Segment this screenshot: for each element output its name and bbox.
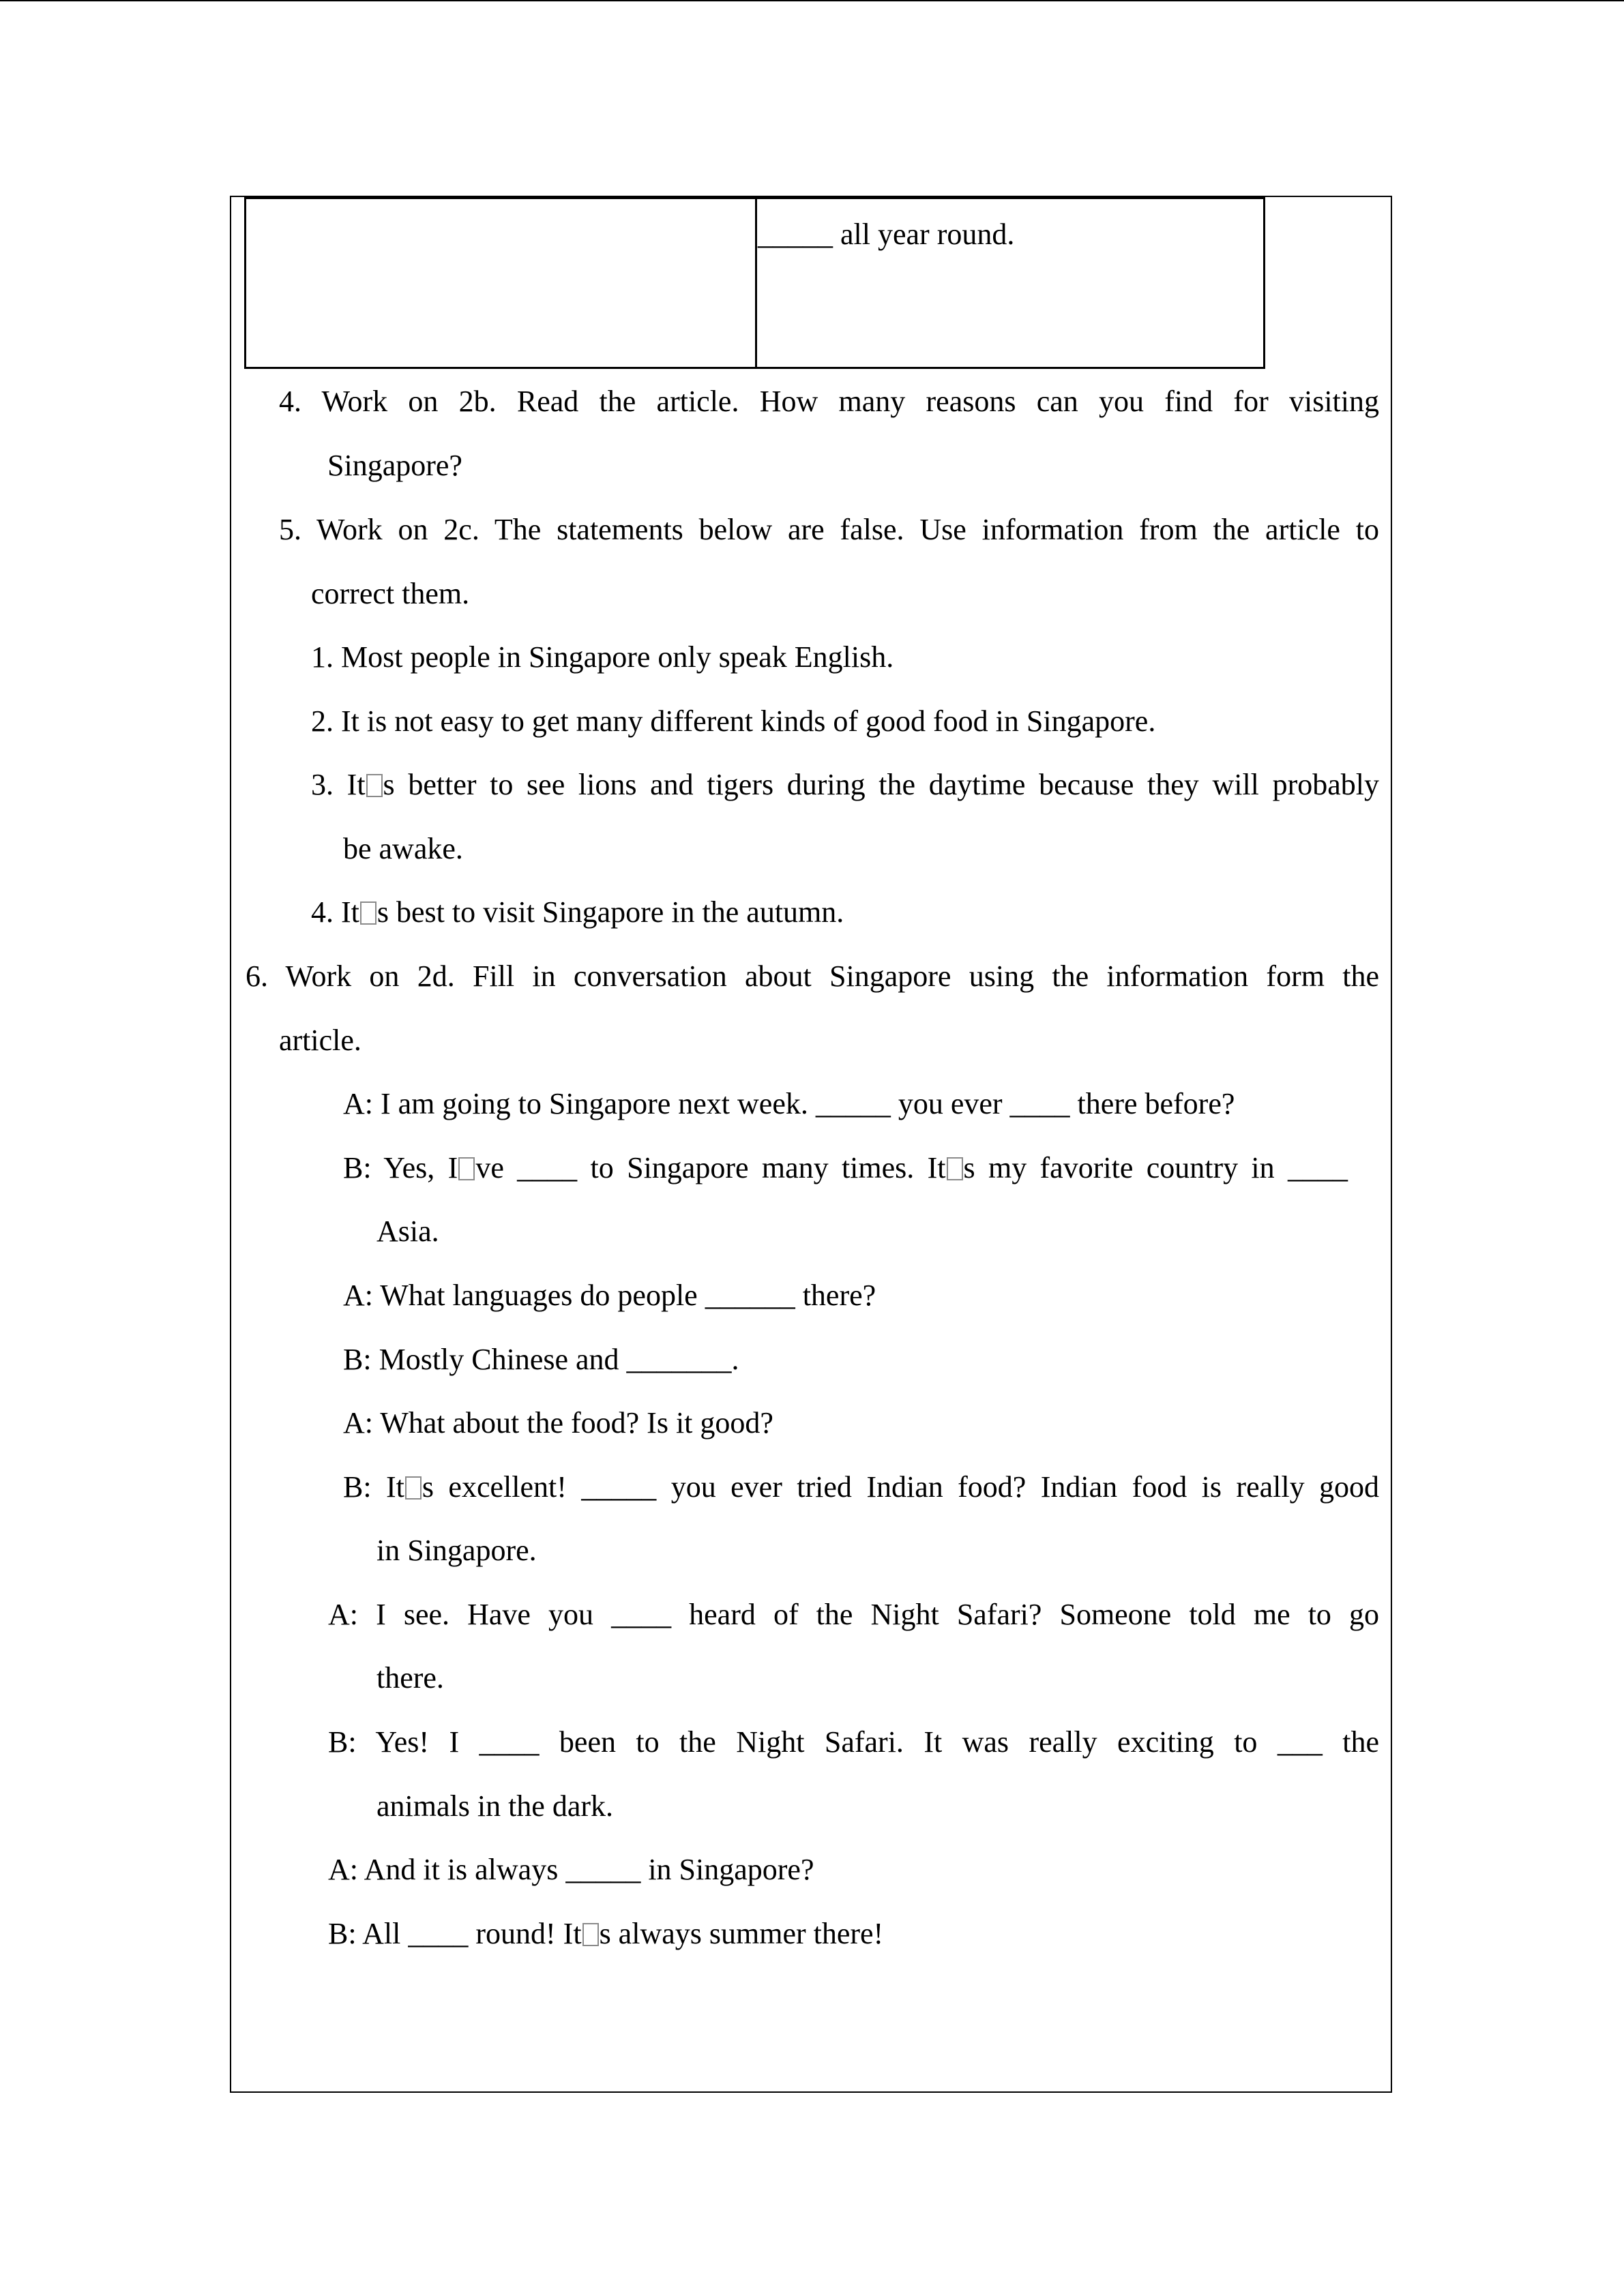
q5-line-2: correct them.: [311, 577, 470, 610]
dialogue-line-6-cont: in Singapore.: [377, 1534, 537, 1567]
q5-statement-3-cont: be awake.: [343, 832, 463, 865]
q5-statement-3: 3. It s better to see lions and tigers during the daytime because they will probably: [311, 768, 1379, 801]
dialogue-line-8-cont: animals in the dark.: [377, 1789, 614, 1823]
q6-line-2: article.: [279, 1024, 361, 1057]
q5-line-1: 5. Work on 2c. The statements below are false. Use information from the article to: [279, 513, 1379, 546]
dialogue-line-6: B: It s excellent! _____ you ever tried Indian food? Indian food is really good: [343, 1470, 1379, 1504]
missing-glyph-box: [458, 1157, 475, 1180]
missing-glyph-box: [947, 1157, 963, 1180]
dialogue-line-10: B: All ____ round! It s always summer there!: [328, 1917, 884, 1950]
dialogue-line-2-cont: Asia.: [377, 1214, 439, 1248]
q4-line-2: Singapore?: [327, 449, 462, 482]
dialogue-line-3: A: What languages do people ______ there?: [343, 1279, 876, 1312]
q5-statement-1: 1. Most people in Singapore only speak English.: [311, 640, 894, 674]
dialogue-line-7: A: I see. Have you ____ heard of the Night Safari? Someone told me to go: [328, 1598, 1379, 1631]
missing-glyph-box: [360, 901, 377, 925]
top-rule: [0, 0, 1624, 1]
missing-glyph-box: [405, 1476, 422, 1500]
dialogue-line-5: A: What about the food? Is it good?: [343, 1406, 773, 1440]
dialogue-line-8: B: Yes! I ____ been to the Night Safari. It was really exciting to ___ the: [328, 1725, 1379, 1759]
missing-glyph-box: [582, 1923, 599, 1946]
missing-glyph-box: [366, 774, 383, 797]
q5-statement-2: 2. It is not easy to get many different kinds of good food in Singapore.: [311, 704, 1156, 738]
dialogue-line-7-cont: there.: [377, 1661, 444, 1695]
table-column-divider: [755, 199, 757, 367]
dialogue-line-4: B: Mostly Chinese and _______.: [343, 1343, 739, 1376]
q4-line-1: 4. Work on 2b. Read the article. How many reasons can you find for visiting: [279, 385, 1379, 418]
dialogue-line-1: A: I am going to Singapore next week. _____ you ever ____ there before?: [343, 1087, 1235, 1120]
dialogue-line-2: B: Yes, I ve ____ to Singapore many times. It s my favorite country in ____: [343, 1151, 1348, 1184]
table-right-cell-text: _____ all year round.: [758, 218, 1015, 251]
q5-statement-4: 4. It s best to visit Singapore in the autumn.: [311, 895, 844, 929]
dialogue-line-9: A: And it is always _____ in Singapore?: [328, 1853, 814, 1886]
vocabulary-table: [244, 197, 1265, 369]
q6-line-1: 6. Work on 2d. Fill in conversation about Singapore using the information form the: [246, 959, 1379, 993]
